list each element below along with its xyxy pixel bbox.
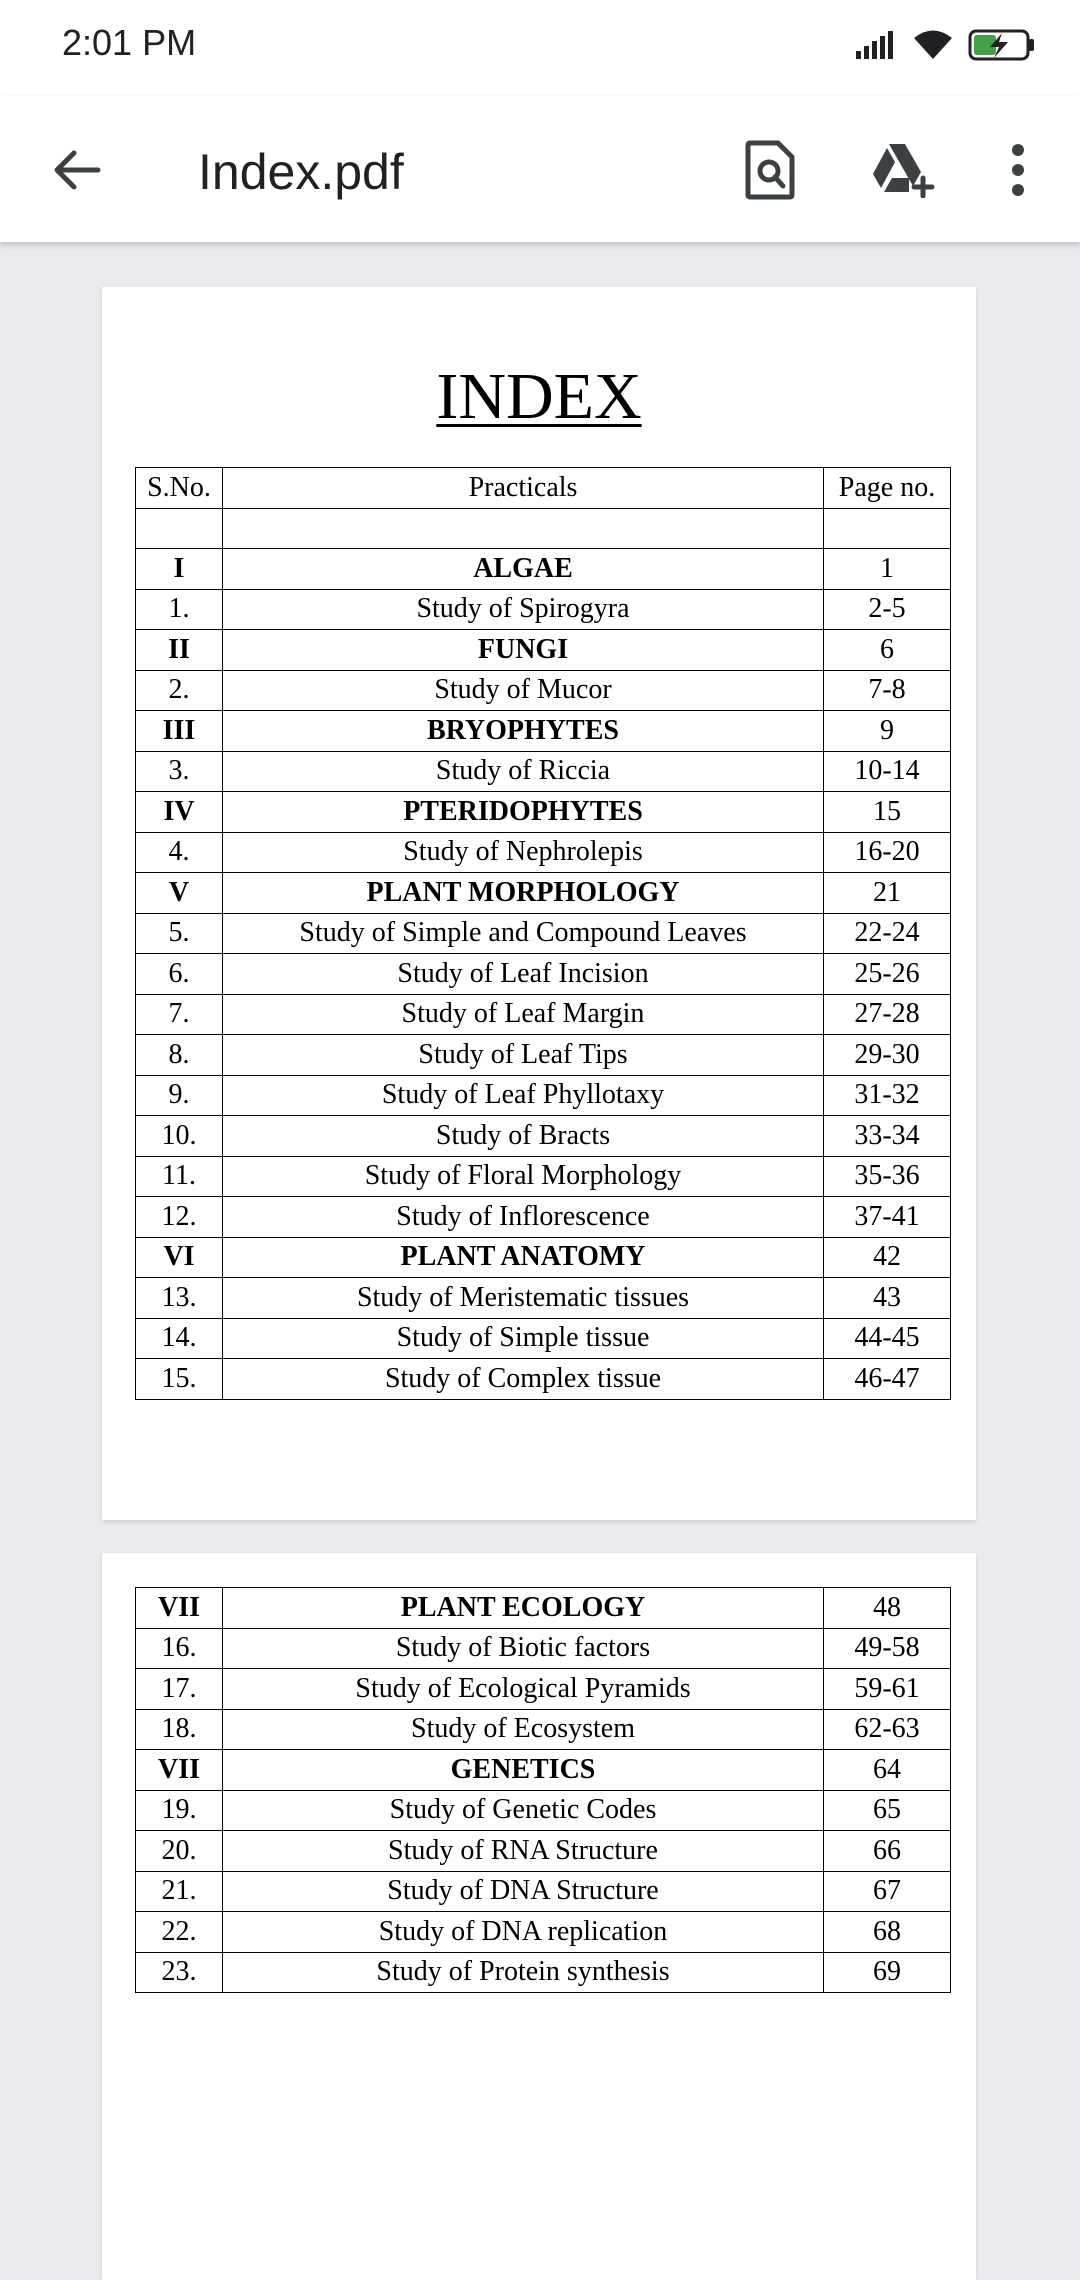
sno-cell: 12. <box>136 1197 223 1238</box>
practical-cell: GENETICS <box>223 1750 824 1791</box>
table-cell <box>824 508 951 549</box>
sno-cell: V <box>136 873 223 914</box>
practical-cell: PLANT ANATOMY <box>223 1237 824 1278</box>
page-no-cell: 59-61 <box>824 1669 951 1710</box>
page-no-cell: 48 <box>824 1588 951 1629</box>
table-row <box>136 1035 951 1076</box>
practical-cell: PTERIDOPHYTES <box>223 792 824 833</box>
table-row <box>136 994 951 1035</box>
status-icons <box>854 28 1038 67</box>
pdf-page-1[interactable] <box>102 287 976 1520</box>
practical-cell: Study of Inflorescence <box>223 1197 824 1238</box>
table-row <box>136 1075 951 1116</box>
sno-cell: 23. <box>136 1952 223 1993</box>
page-no-cell: 37-41 <box>824 1197 951 1238</box>
table-row <box>136 954 951 995</box>
page-no-cell: 42 <box>824 1237 951 1278</box>
more-options-button[interactable] <box>978 132 1058 212</box>
table-row <box>136 1750 951 1791</box>
sno-cell: VI <box>136 1237 223 1278</box>
practicals-header: Practicals <box>223 468 824 509</box>
practical-cell: Study of RNA Structure <box>223 1831 824 1872</box>
page-no-cell: 49-58 <box>824 1628 951 1669</box>
document-title: Index.pdf <box>198 144 404 200</box>
practical-cell: Study of Meristematic tissues <box>223 1278 824 1319</box>
practical-cell: Study of Complex tissue <box>223 1359 824 1400</box>
app-bar <box>0 96 1080 242</box>
back-button[interactable] <box>40 136 112 208</box>
sno-cell: VII <box>136 1588 223 1629</box>
wifi-icon <box>912 29 954 66</box>
index-table-page-2 <box>135 1587 951 1993</box>
sno-cell: 11. <box>136 1156 223 1197</box>
practical-cell: Study of Protein synthesis <box>223 1952 824 1993</box>
practical-cell: Study of Leaf Phyllotaxy <box>223 1075 824 1116</box>
practical-cell: Study of Biotic factors <box>223 1628 824 1669</box>
sno-cell: 8. <box>136 1035 223 1076</box>
table-row <box>136 670 951 711</box>
table-cell <box>223 508 824 549</box>
page-no-cell: 46-47 <box>824 1359 951 1400</box>
sno-cell: 3. <box>136 751 223 792</box>
page-no-cell: 21 <box>824 873 951 914</box>
page-no-cell: 35-36 <box>824 1156 951 1197</box>
status-bar <box>0 0 1080 96</box>
practical-cell: Study of Leaf Incision <box>223 954 824 995</box>
practical-cell: Study of Ecosystem <box>223 1709 824 1750</box>
more-vert-icon <box>1008 142 1028 203</box>
practical-cell: PLANT ECOLOGY <box>223 1588 824 1629</box>
table-row <box>136 1709 951 1750</box>
pdf-page-2[interactable] <box>102 1553 976 2280</box>
page-no-cell: 10-14 <box>824 751 951 792</box>
page-no-cell: 6 <box>824 630 951 671</box>
page-no-cell: 44-45 <box>824 1318 951 1359</box>
table-row <box>136 1318 951 1359</box>
sno-cell: 15. <box>136 1359 223 1400</box>
practical-cell: Study of Ecological Pyramids <box>223 1669 824 1710</box>
sno-header: S.No. <box>136 468 223 509</box>
page-no-cell: 7-8 <box>824 670 951 711</box>
sno-cell: IV <box>136 792 223 833</box>
table-row <box>136 1952 951 1993</box>
sno-cell: II <box>136 630 223 671</box>
table-row <box>136 873 951 914</box>
sno-cell: VII <box>136 1750 223 1791</box>
table-row <box>136 711 951 752</box>
table-row <box>136 792 951 833</box>
sno-cell: III <box>136 711 223 752</box>
practical-cell: Study of DNA replication <box>223 1912 824 1953</box>
table-row <box>136 832 951 873</box>
page-no-cell: 29-30 <box>824 1035 951 1076</box>
practical-cell: Study of Nephrolepis <box>223 832 824 873</box>
practical-cell: Study of Floral Morphology <box>223 1156 824 1197</box>
page-no-cell: 22-24 <box>824 913 951 954</box>
practical-cell: PLANT MORPHOLOGY <box>223 873 824 914</box>
practical-cell: Study of Genetic Codes <box>223 1790 824 1831</box>
table-row <box>136 1278 951 1319</box>
table-row <box>136 1237 951 1278</box>
practical-cell: Study of Simple tissue <box>223 1318 824 1359</box>
page-no-cell: 16-20 <box>824 832 951 873</box>
page-no-cell: 43 <box>824 1278 951 1319</box>
practical-cell: Study of Leaf Margin <box>223 994 824 1035</box>
practical-cell: Study of Riccia <box>223 751 824 792</box>
table-row <box>136 751 951 792</box>
sno-cell: 21. <box>136 1871 223 1912</box>
sno-cell: 13. <box>136 1278 223 1319</box>
sno-cell: 6. <box>136 954 223 995</box>
practical-cell: Study of Bracts <box>223 1116 824 1157</box>
table-row <box>136 1912 951 1953</box>
page-no-cell: 25-26 <box>824 954 951 995</box>
sno-cell: 7. <box>136 994 223 1035</box>
battery-charging-icon <box>968 28 1038 67</box>
table-row <box>136 549 951 590</box>
page-no-cell: 33-34 <box>824 1116 951 1157</box>
page-no-cell: 1 <box>824 549 951 590</box>
page-no-cell: 9 <box>824 711 951 752</box>
table-row <box>136 1156 951 1197</box>
table-row <box>136 1871 951 1912</box>
table-row <box>136 630 951 671</box>
practical-cell: Study of Mucor <box>223 670 824 711</box>
status-time: 2:01 PM <box>62 22 197 63</box>
table-row <box>136 1197 951 1238</box>
page-no-cell: 62-63 <box>824 1709 951 1750</box>
sno-cell: 18. <box>136 1709 223 1750</box>
sno-cell: 2. <box>136 670 223 711</box>
page-no-cell: 69 <box>824 1952 951 1993</box>
practical-cell: Study of Simple and Compound Leaves <box>223 913 824 954</box>
page-no-cell: 66 <box>824 1831 951 1872</box>
table-row <box>136 1116 951 1157</box>
page-no-cell: 67 <box>824 1871 951 1912</box>
sno-cell: 17. <box>136 1669 223 1710</box>
sno-cell: 9. <box>136 1075 223 1116</box>
practical-cell: BRYOPHYTES <box>223 711 824 752</box>
page-no-cell: 27-28 <box>824 994 951 1035</box>
index-heading: INDEX <box>436 360 642 433</box>
table-header-row <box>136 468 951 509</box>
table-cell <box>136 508 223 549</box>
practical-cell: FUNGI <box>223 630 824 671</box>
empty-row <box>136 508 951 549</box>
table-row <box>136 1790 951 1831</box>
signal-icon <box>854 29 898 66</box>
index-table-page-1 <box>135 467 951 1400</box>
page-no-header: Page no. <box>824 468 951 509</box>
sno-cell: 20. <box>136 1831 223 1872</box>
table-row <box>136 1669 951 1710</box>
practical-cell: Study of Spirogyra <box>223 589 824 630</box>
practical-cell: ALGAE <box>223 549 824 590</box>
find-in-page-button[interactable] <box>730 132 810 212</box>
sno-cell: 14. <box>136 1318 223 1359</box>
sno-cell: 4. <box>136 832 223 873</box>
practical-cell: Study of Leaf Tips <box>223 1035 824 1076</box>
sno-cell: I <box>136 549 223 590</box>
table-row <box>136 1628 951 1669</box>
find-in-page-icon <box>744 139 796 206</box>
page-no-cell: 2-5 <box>824 589 951 630</box>
sno-cell: 5. <box>136 913 223 954</box>
table-row <box>136 1359 951 1400</box>
page-no-cell: 31-32 <box>824 1075 951 1116</box>
add-to-drive-button[interactable] <box>862 132 942 212</box>
page-no-cell: 15 <box>824 792 951 833</box>
page-no-cell: 68 <box>824 1912 951 1953</box>
table-row <box>136 913 951 954</box>
sno-cell: 16. <box>136 1628 223 1669</box>
table-row <box>136 1831 951 1872</box>
table-row <box>136 1588 951 1629</box>
back-arrow-icon <box>50 144 102 201</box>
practical-cell: Study of DNA Structure <box>223 1871 824 1912</box>
sno-cell: 19. <box>136 1790 223 1831</box>
sno-cell: 1. <box>136 589 223 630</box>
page-no-cell: 65 <box>824 1790 951 1831</box>
page-no-cell: 64 <box>824 1750 951 1791</box>
sno-cell: 10. <box>136 1116 223 1157</box>
sno-cell: 22. <box>136 1912 223 1953</box>
add-to-drive-icon <box>869 142 935 203</box>
table-row <box>136 589 951 630</box>
